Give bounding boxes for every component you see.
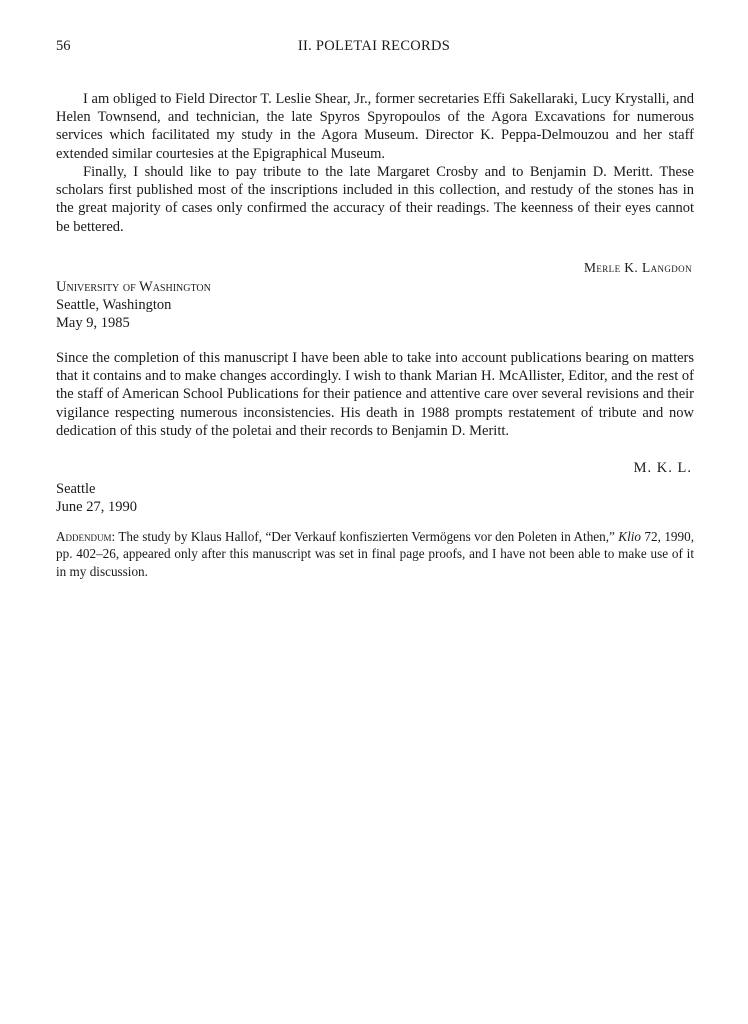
postscript-paragraph xyxy=(56,349,694,440)
city-line-2: Seattle xyxy=(56,481,96,497)
addendum-label: Addendum: xyxy=(56,529,116,544)
paragraph-1-text: I am obliged to Field Director T. Leslie Shear, Jr., former secretaries Effi Sakellaraki, Lucy Krystalli, and Helen Townsend, and technician, the late Spyros Spyropoulos of the Agora Excavations for numerous services which facilitated my study in the Agora Museum. Director K. Peppa-Delmouzou and her staff extended similar courtesies at the Epigraphical Museum. xyxy=(56,91,694,162)
initials-signature: M. K. L. xyxy=(633,460,692,476)
addendum-text-before: The study by Klaus Hallof, “Der Verkauf konfiszierten Vermögens vor den Poleten in Athen,” xyxy=(115,529,619,544)
acknowledgments-paragraph-2 xyxy=(56,163,694,236)
city-line: Seattle, Washington xyxy=(56,297,172,314)
author-signature: Merle K. Langdon xyxy=(583,260,692,275)
paragraph-2-text: Finally, I should like to pay tribute to the late Margaret Crosby and to Benjamin D. Meritt. These scholars first published most of the inscriptions included in this collection, and restudy of the stones has in the great majority of cases only confirmed the accuracy of their readings. The keenness of their eyes cannot be bettered. xyxy=(56,164,694,235)
date-line-2: June 27, 1990 xyxy=(56,499,137,516)
signature-place-1990 xyxy=(56,480,137,516)
page-number: 56 xyxy=(56,38,71,54)
acknowledgments-paragraph-1 xyxy=(56,90,694,163)
date-line: May 9, 1985 xyxy=(56,315,130,332)
addendum-journal: Klio xyxy=(618,529,642,544)
institution-name: University of Washington xyxy=(56,279,211,295)
paragraph-3-text: Since the completion of this manuscript I have been able to take into account publications bearing on matters that it contains and to make changes accordingly. I wish to thank Marian H. McAllister, Editor, and the rest of the staff of American School Publications for their patience and attentive care over several revisions and their vigilance respecting numerous inconsistencies. His death in 1988 prompts restatement of tribute and now dedication of this study of the poletai and their records to Benjamin D. Meritt. xyxy=(56,350,694,439)
running-head-title: II. POLETAI RECORDS xyxy=(297,38,451,54)
addendum-note xyxy=(56,528,694,580)
addendum-text-after: 72, 1990, pp. 402–26, appeared only after this manuscript was set in final page proofs, and I have not been able to make use of it in my discussion. xyxy=(56,529,694,579)
signature-place-1985 xyxy=(56,278,211,333)
